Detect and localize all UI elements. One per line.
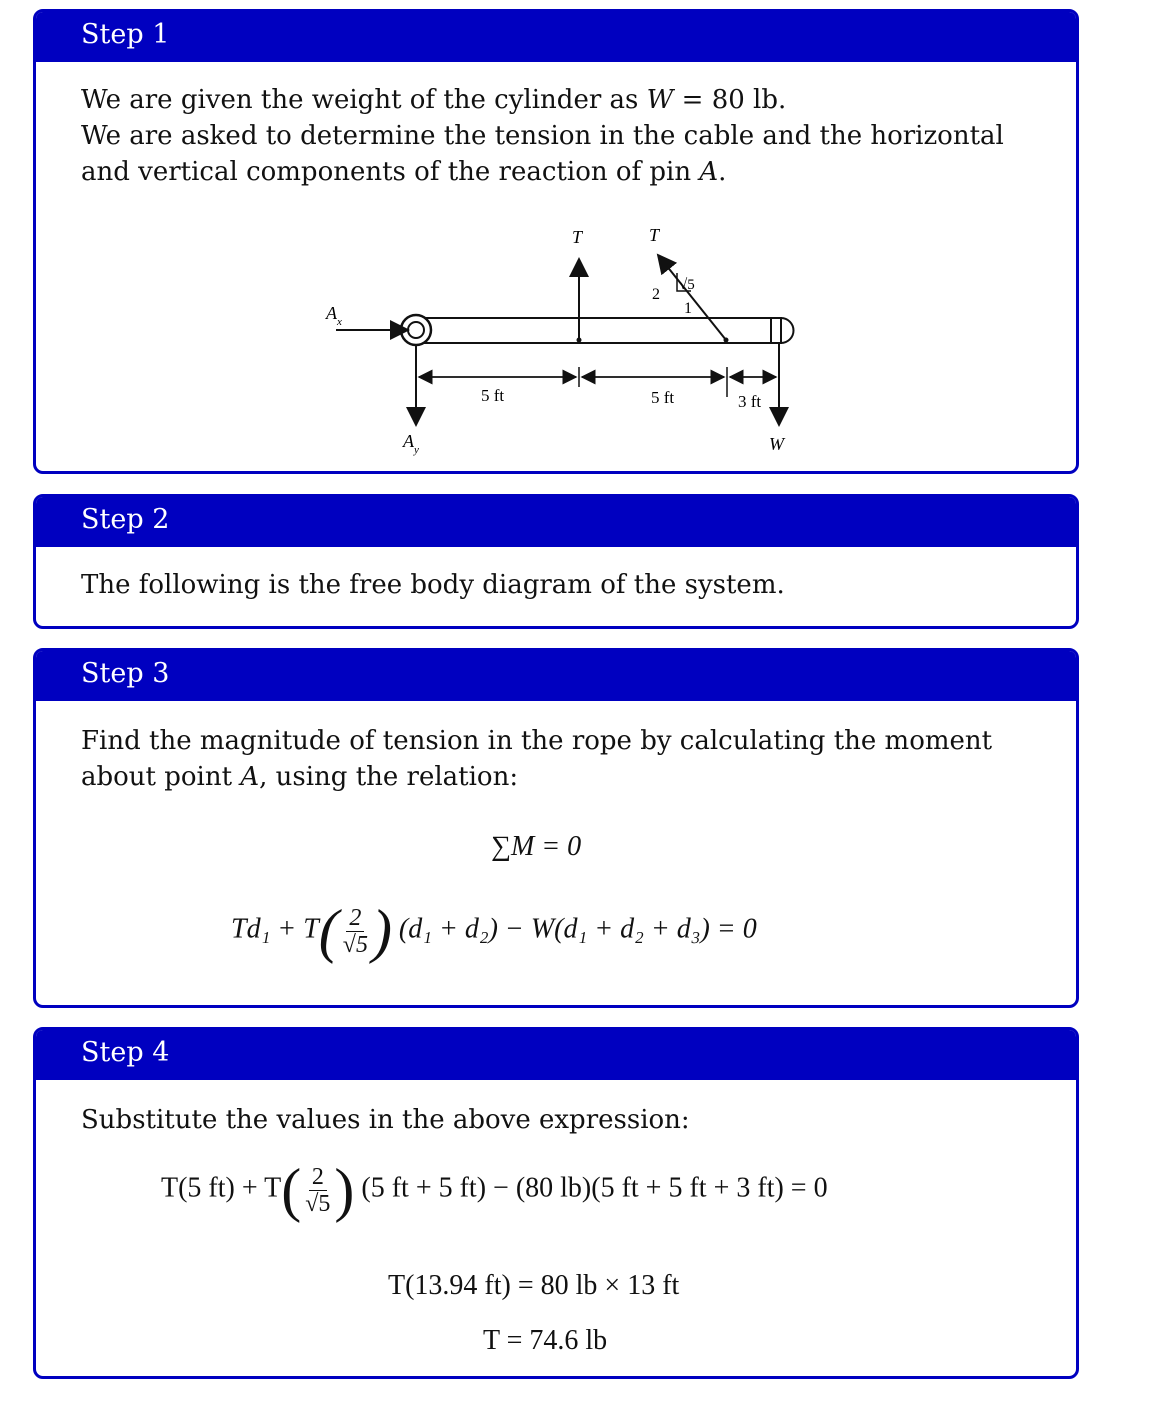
step-4-result: T = 74.6 lb: [483, 1325, 608, 1356]
step-1-card: [33, 9, 1079, 474]
t-vertical-label: T: [572, 227, 583, 247]
step-2-text: The following is the free body diagram of the system.: [81, 570, 785, 600]
step-3-moment-eq: Td₁ + T( $\frac{2}{√5}$ ) (d₁ + d₂) − W(d₁ + d₂ + d₃) = 0: [231, 898, 757, 964]
step-3-text: Find the magnitude of tension in the rope by calculating the moment about point A, using the relation:: [81, 726, 993, 792]
dim-1-label: 5 ft: [481, 386, 505, 405]
step-4-substitution-eq: T(5 ft) + T( $\frac{2}{√5}$ ) (5 ft + 5 ft) − (80 lb)(5 ft + 5 ft + 3 ft) = 0: [161, 1157, 828, 1223]
step-1-given: We are given the weight of the cylinder as W = 80 lb.: [81, 85, 787, 115]
step-4-simplified-eq: T(13.94 ft) = 80 lb × 13 ft: [388, 1270, 680, 1301]
slope-hyp: √5: [679, 277, 695, 293]
step-3-card: [33, 648, 1079, 1008]
step-2-card: [33, 494, 1079, 629]
t-inclined-label: T: [649, 225, 660, 245]
step-1-asked: We are asked to determine the tension in the cable and the horizontal and vertical components of the reaction of pin A.: [81, 121, 1004, 187]
step-4-header: Step 4: [36, 1030, 1076, 1080]
slope-h: 1: [684, 300, 692, 317]
step-3-header: Step 3: [36, 651, 1076, 701]
beam-diagram: [36, 207, 1076, 474]
dim-2-label: 5 ft: [651, 388, 675, 407]
step-4-card: [33, 1027, 1079, 1379]
step-2-header: Step 2: [36, 497, 1076, 547]
step-3-sum-moment-eq: ∑M = 0: [491, 831, 582, 862]
step-4-text: Substitute the values in the above expression:: [81, 1105, 690, 1135]
w-label: W: [769, 434, 784, 454]
slope-v: 2: [652, 286, 660, 303]
ay-label: $A_y$: [403, 431, 419, 456]
ax-label: $A_x$: [326, 303, 342, 328]
dim-3-label: 3 ft: [738, 392, 762, 411]
step-1-header: Step 1: [36, 12, 1076, 62]
